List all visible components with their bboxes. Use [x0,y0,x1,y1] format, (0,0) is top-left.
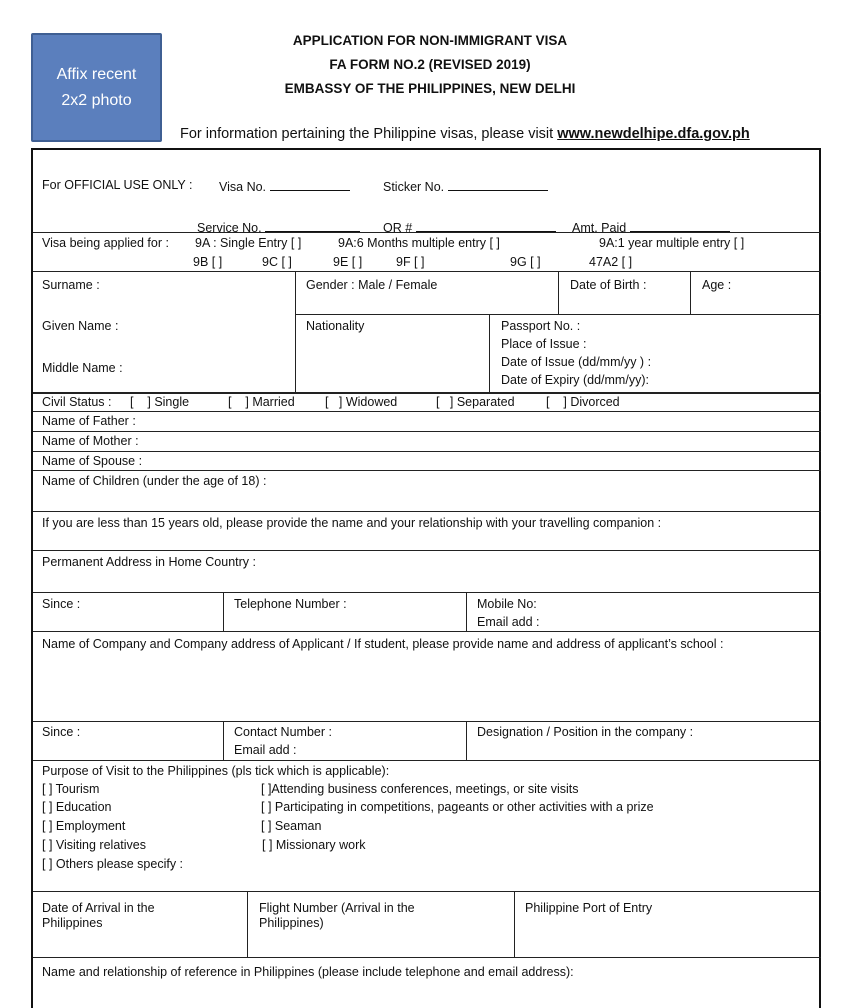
info-line [180,126,750,142]
port-of-entry-field[interactable]: Philippine Port of Entry [525,901,653,915]
civil-status-label: Civil Status : [42,395,112,409]
purpose-label: Purpose of Visit to the Philippines (pls tick which is applicable): [42,764,390,778]
nationality-field[interactable]: Nationality [306,319,365,333]
father-name-field[interactable]: Name of Father : [42,414,136,428]
visa-9g-checkbox[interactable]: 9G [ ] [510,255,541,269]
form-title: APPLICATION FOR NON-IMMIGRANT VISA [292,33,568,48]
contact-number-field[interactable]: Contact Number : [234,725,332,739]
arrival-date-field[interactable]: Date of Arrival in the Philippines [42,901,155,930]
visa-47a2-checkbox[interactable]: 47A2 [ ] [589,255,633,269]
purpose-employment-checkbox[interactable]: [ ] Employment [42,819,126,833]
company-address-field[interactable]: Name of Company and Company address of Applicant / If student, please provide name and address of applicant’s school : [42,637,724,651]
purpose-others-checkbox[interactable]: [ ] Others please specify : [42,857,184,871]
company-email-field[interactable]: Email add : [234,743,297,757]
date-of-issue-field[interactable]: Date of Issue (dd/mm/yy ) : [501,355,652,369]
purpose-visiting-relatives-checkbox[interactable]: [ ] Visiting relatives [42,838,146,852]
company-since-field[interactable]: Since : [42,725,81,739]
email-field[interactable]: Email add : [477,615,540,629]
purpose-competitions-checkbox[interactable]: [ ] Participating in competitions, pageants or other activities with a prize [261,800,654,814]
info-text: For information pertaining the Philippine visas, please visit [180,126,558,142]
passport-no-field[interactable]: Passport No. : [501,319,581,333]
children-names-field[interactable]: Name of Children (under the age of 18) : [42,474,267,488]
sticker-no-field[interactable]: Sticker No. [383,178,548,195]
visa-9a-6months-checkbox[interactable]: 9A:6 Months multiple entry [ ] [338,236,500,250]
visa-9c-checkbox[interactable]: 9C [ ] [262,255,292,269]
date-of-expiry-field[interactable]: Date of Expiry (dd/mm/yy): [501,373,649,387]
or-no-field[interactable]: OR # [383,219,556,236]
visa-9f-checkbox[interactable]: 9F [ ] [396,255,425,269]
mother-name-field[interactable]: Name of Mother : [42,434,139,448]
given-name-field[interactable]: Given Name : [42,319,119,333]
age-field[interactable]: Age : [702,278,732,292]
spouse-name-field[interactable]: Name of Spouse : [42,454,143,468]
purpose-tourism-checkbox[interactable]: [ ] Tourism [42,782,100,796]
permanent-address-field[interactable]: Permanent Address in Home Country : [42,555,256,569]
purpose-missionary-checkbox[interactable]: [ ] Missionary work [262,838,366,852]
photo-label-line2: 2x2 photo [61,91,132,109]
amt-paid-field[interactable]: Amt. Paid [572,219,730,236]
purpose-seaman-checkbox[interactable]: [ ] Seaman [261,819,322,833]
visa-9a-1year-checkbox[interactable]: 9A:1 year multiple entry [ ] [599,236,745,250]
civil-single-checkbox[interactable]: [ ] Single [130,395,190,409]
visa-no-field[interactable]: Visa No. [219,178,350,195]
photo-placeholder [31,33,162,142]
companion-field[interactable]: If you are less than 15 years old, please provide the name and your relationship with your travelling companion : [42,516,662,530]
form-number: FA FORM NO.2 (REVISED 2019) [329,57,531,72]
address-since-field[interactable]: Since : [42,597,81,611]
telephone-field[interactable]: Telephone Number : [234,597,347,611]
civil-married-checkbox[interactable]: [ ] Married [228,395,295,409]
visa-9a-single-checkbox[interactable]: 9A : Single Entry [ ] [195,236,302,250]
civil-widowed-checkbox[interactable]: [ ] Widowed [325,395,398,409]
visa-9e-checkbox[interactable]: 9E [ ] [333,255,363,269]
civil-divorced-checkbox[interactable]: [ ] Divorced [546,395,620,409]
service-no-field[interactable]: Service No. [197,219,360,236]
visa-type-label: Visa being applied for : [42,236,169,250]
designation-field[interactable]: Designation / Position in the company : [477,725,694,739]
surname-field[interactable]: Surname : [42,278,100,292]
gender-field[interactable]: Gender : Male / Female [306,278,438,292]
purpose-education-checkbox[interactable]: [ ] Education [42,800,112,814]
place-of-issue-field[interactable]: Place of Issue : [501,337,587,351]
reference-field[interactable]: Name and relationship of reference in Philippines (please include telephone and email address): [42,965,574,979]
visa-9b-checkbox[interactable]: 9B [ ] [193,255,223,269]
mobile-field[interactable]: Mobile No: [477,597,537,611]
official-use-label: For OFFICIAL USE ONLY : [42,178,193,192]
photo-label-line1: Affix recent [56,65,137,83]
application-form [31,148,821,1008]
purpose-business-checkbox[interactable]: [ ]Attending business conferences, meetings, or site visits [261,782,579,796]
flight-number-field[interactable]: Flight Number (Arrival in the Philippines) [259,901,415,930]
middle-name-field[interactable]: Middle Name : [42,361,123,375]
website-link[interactable]: www.newdelhipe.dfa.gov.ph [557,126,750,142]
embassy-name: EMBASSY OF THE PHILIPPINES, NEW DELHI [284,81,576,96]
dob-field[interactable]: Date of Birth : [570,278,647,292]
civil-separated-checkbox[interactable]: [ ] Separated [436,395,515,409]
